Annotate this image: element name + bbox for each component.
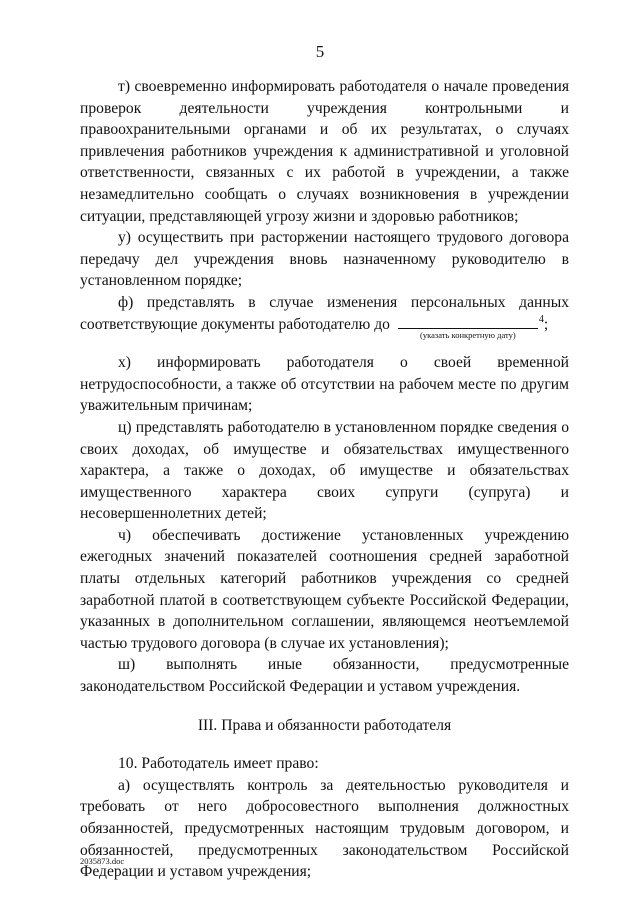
- spacer: [80, 698, 569, 715]
- paragraph-ts: ц) представлять работодателю в установленном порядке сведения о своих доходах, об имуществе и обязательствах имущественного характера, а также о доходах, об имуществе и обязательствах имущественного характера своих супруги (супруга) и несовершеннолетних детей;: [80, 418, 569, 523]
- clause-10-intro: 10. Работодатель имеет право:: [118, 755, 319, 773]
- paragraph-f-line2: [80, 314, 569, 340]
- footnote-ref: 4: [538, 314, 544, 326]
- document-body: [80, 76, 569, 883]
- paragraph-kh: х) информировать работодателя о своей временной нетрудоспособности, а также об отсутствии на рабочем месте по другим уважительным причинам;: [80, 354, 569, 415]
- paragraph-ch: ч) обеспечивать достижение установленных учреждению ежегодных значений показателей соотношения средней заработной платы отдельных категорий работников учреждения со средней заработной платой в соответствующем субъекте Российской Федерации, указанных в дополнительном соглашении, являющемся неотъемлемой частью трудового договора (в случае их установления);: [80, 526, 569, 652]
- paragraph-sh: ш) выполнять иные обязанности, предусмотренные законодательством Российской Федерации и уставом учреждения.: [80, 656, 569, 696]
- spacer: [80, 736, 569, 753]
- date-hint: (указать конкретную дату): [420, 329, 516, 340]
- paragraph-f-text: соответствующие документы работодателю до: [80, 315, 390, 333]
- paragraph-f-suffix: ;: [543, 315, 549, 333]
- date-fill-line: [398, 314, 538, 340]
- page-number: 5: [315, 42, 325, 61]
- clause-10-a: а) осуществлять контроль за деятельностью руководителя и требовать от него добросовестного выполнения должностных обязанностей, предусмотренных настоящим трудовым договором, и обязанностей, предусмотренных законодательством Российской Федерации и уставом учреждения;: [80, 776, 569, 881]
- paragraph-t: т) своевременно информировать работодателя о начале проведения проверок деятельности учреждения контрольными и правоохранительными органами и об их результатах, о случаях привлечения работников учреждения к административной и уголовной ответственности, связанных с их работой в учреждении, а также незамедлительно сообщать о случаях возникновения в учреждении ситуации, представляющей угрозу жизни и здоровью работников;: [80, 78, 569, 225]
- paragraph-f-line1: ф) представлять в случае изменения персональных данных: [118, 293, 569, 311]
- paragraph-u: у) осуществить при расторжении настоящего трудового договора передачу дел учреждения вновь назначенному руководителю в установленном порядке;: [80, 229, 569, 290]
- section-heading: III. Права и обязанности работодателя: [197, 716, 452, 734]
- document-code: 2035873.doc: [80, 856, 125, 866]
